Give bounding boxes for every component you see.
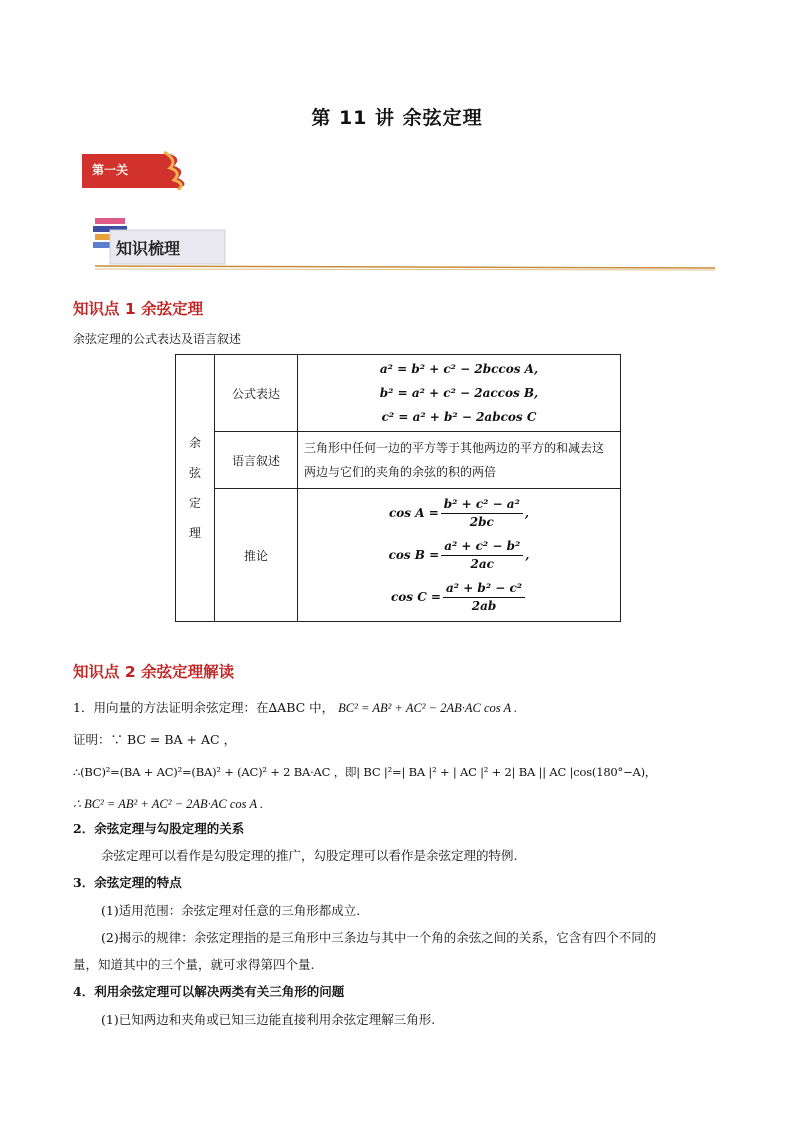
formula-cell [298,355,621,432]
item4-title: 4．利用余弦定理可以解决两类有关三角形的问题 [73,984,345,999]
fraction-denominator: 2bc [469,514,494,529]
item3-p2a: (2)揭示的规律：余弦定理指的是三角形中三条边与其中一个角的余弦之间的关系，它含有四个不同的 [101,930,657,945]
corollary-lhs: cos A = [388,506,439,520]
row-header-char: 定 [188,496,201,510]
fraction-denominator: 2ac [470,556,494,571]
section1-heading: 知识点 1 余弦定理 [73,300,204,318]
proof-line-2: ∴(BC)²=(BA + AC)²=(BA)² + (AC)² + 2 BA·AC ，即| BC |²=| BA |² + | AC |² + 2| BA || AC |cos(180°−A)， [73,765,657,779]
verbal-label: 语言叙述 [215,432,298,489]
verbal-text: 三角形中任何一边的平方等于其他两边的平方的和减去这两边与它们的夹角的余弦的积的两倍 [298,432,621,489]
item1-formula: BC² = AB² + AC² − 2AB·AC cos A . [338,701,518,715]
row-header-char: 弦 [188,466,201,480]
corollary-tail: , [524,506,530,520]
section1-subheading: 余弦定理的公式表达及语言叙述 [73,332,242,346]
corollary-tail: , [525,548,530,562]
badge-label: 第一关 [92,163,129,177]
corollary-cell [298,489,621,622]
cosine-law-table [175,354,621,622]
formula-b: b² = a² + c² − 2accos B, [379,386,539,400]
corollary-label: 推论 [215,489,298,622]
page-title: 第 11 讲 余弦定理 [311,107,483,129]
formula-label: 公式表达 [215,355,298,432]
item4-p1: (1)已知两边和夹角或已知三边能直接利用余弦定理解三角形. [101,1012,436,1027]
corollary-cos-b [298,534,620,576]
fraction-numerator: b² + c² − a² [441,496,523,514]
item1-line [73,698,733,718]
corollary-lhs: cos C = [390,590,441,604]
table-row-header [176,355,215,622]
formula-c: c² = a² + b² − 2abcos C [381,410,537,424]
item1-prefix: 1．用向量的方法证明余弦定理：在∆ABC 中， [73,700,335,715]
row-header-char: 理 [188,526,201,540]
proof-line-1: 证明：∵ BC = BA + AC ， [73,732,237,747]
fraction-numerator: a² + b² − c² [443,580,525,598]
item3-title: 3．余弦定理的特点 [73,875,182,890]
section2-heading: 知识点 2 余弦定理解读 [73,663,235,681]
corollary-lhs: cos B = [388,548,440,562]
banner-label: 知识梳理 [116,239,181,258]
row-header-char: 余 [188,436,201,450]
item3-p2b: 量，知道其中的三个量，就可求得第四个量. [73,957,315,972]
formula-a: a² = b² + c² − 2bccos A, [379,362,539,376]
fraction-denominator: 2ab [471,598,497,613]
item3-p1: (1)适用范围：余弦定理对任意的三角形都成立. [101,903,361,918]
corollary-cos-a [298,492,620,534]
item2-text: 余弦定理可以看作是勾股定理的推广，勾股定理可以看作是余弦定理的特例. [101,848,518,863]
section-banner-graphic [90,210,720,272]
proof-line-3: ∴ BC² = AB² + AC² − 2AB·AC cos A . [73,797,264,811]
fraction-numerator: a² + c² − b² [441,538,523,556]
corollary-cos-c [298,576,620,618]
item2-title: 2．余弦定理与勾股定理的关系 [73,821,245,836]
